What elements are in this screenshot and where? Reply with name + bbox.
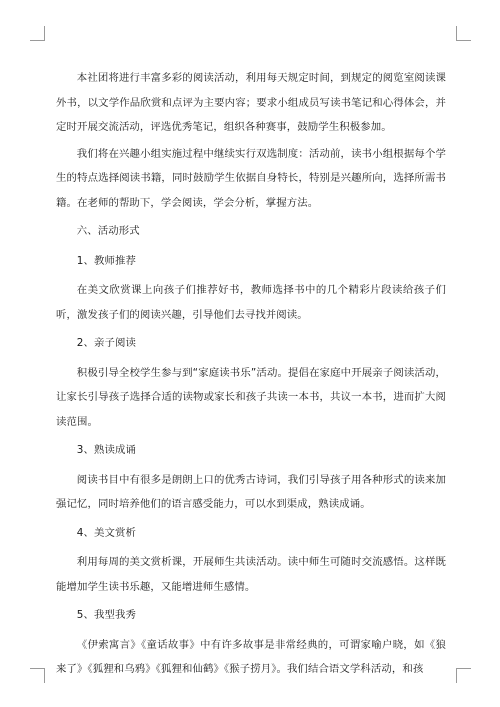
paragraph-show: 《伊索寓言》《童话故事》中有许多故事是非常经典的，可谓家喻户晓，如《狼来了》《狐狸和乌鸦》《狐狸和仙鹤》《猴子捞月》。我们结合语文学科活动，和孩 xyxy=(56,638,446,675)
crop-mark-top-right xyxy=(456,26,471,41)
document-body xyxy=(56,66,446,684)
paragraph-recitation: 阅读书目中有很多是朗朗上口的优秀古诗词，我们引导孩子用各种形式的读来加强记忆，同时培养他们的语言感受能力，可以水到渠成，熟读成诵。 xyxy=(56,473,446,510)
subheading-teacher-recommend: 1、教师推荐 xyxy=(76,254,136,267)
paragraph-reading-activities: 本社团将进行丰富多彩的阅读活动，利用每天规定时间，到规定的阅览室阅读课外书，以文学作品欣赏和点评为主要内容；要求小组成员写读书笔记和心得体会，并定时开展交流活动，评选优秀笔记，组织各种赛事，鼓励学生积极参加。 xyxy=(56,72,446,133)
paragraph-teacher-recommend: 在美文欣赏课上向孩子们推荐好书，教师选择书中的几个精彩片段读给孩子们听，激发孩子们的阅读兴趣，引导他们去寻找并阅读。 xyxy=(56,284,446,321)
subheading-recitation: 3、熟读成诵 xyxy=(76,444,136,456)
subheading-parent-child-reading: 2、亲子阅读 xyxy=(76,337,136,349)
crop-mark-bottom-right xyxy=(456,668,471,683)
subheading-appreciation: 4、美文赏析 xyxy=(76,526,136,539)
subheading-show: 5、我型我秀 xyxy=(76,609,136,621)
paragraph-dual-selection: 我们将在兴趣小组实施过程中继续实行双选制度：活动前，读书小组根据每个学生的特点选择阅读书籍，同时鼓励学生依据自身特长，特别是兴趣所向，选择所需书籍。在老师的帮助下，学会阅读，学会分析，掌握方法。 xyxy=(56,147,446,209)
crop-mark-bottom-left xyxy=(30,668,45,683)
section-heading-activity-forms: 六、活动形式 xyxy=(76,225,140,237)
crop-mark-top-left xyxy=(30,26,45,41)
paragraph-parent-child-reading: 积极引导全校学生参与到“家庭读书乐”活动。提倡在家庭中开展亲子阅读活动，让家长引导孩子选择合适的读物或家长和孩子共读一本书，共议一本书，进而扩大阅读范围。 xyxy=(56,366,446,428)
paragraph-appreciation: 利用每周的美文赏析课，开展师生共读活动。读中师生可随时交流感悟。这样既能增加学生读书乐趣，又能增进师生感情。 xyxy=(56,556,446,593)
